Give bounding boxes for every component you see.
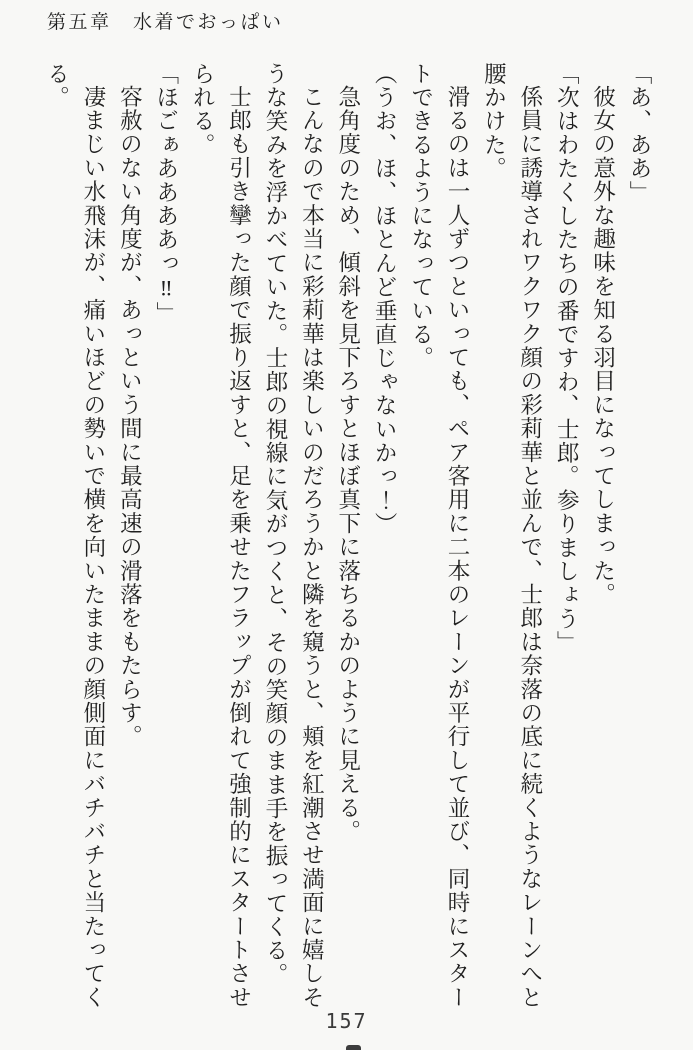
paragraph: 「次はわたくしたちの番ですわ、士郎。参りましょう」 xyxy=(554,62,580,655)
chapter-header: 第五章 水着でおっぱい xyxy=(47,12,284,33)
paragraph: 急角度のため、傾斜を見下ろすとほぼ真下に落ちるかのように見える。 xyxy=(335,84,361,843)
text-body xyxy=(35,62,657,1020)
paragraph: 彼女の意外な趣味を知る羽目になってしまった。 xyxy=(590,84,616,606)
paragraph: 士郎も引き攣った顔で振り返すと、足を乗せたフラップが倒れて強制的にスタートさせられる。 xyxy=(190,62,252,1009)
paragraph: こんなので本当に彩莉華は楽しいのだろうかと隣を窺うと、頬を紅潮させ満面に嬉しそうな笑みを浮かべていた。士郎の視線に気がつくと、その笑顔のまま手を振ってくる。 xyxy=(262,62,325,1009)
paragraph: 凄まじい水飛沫が、痛いほどの勢いで横を向いたままの顔側面にバチバチと当たってくる。 xyxy=(44,62,106,1009)
paragraph: 「あ、ああ」 xyxy=(627,62,652,205)
paragraph: （うお、ほ、ほとんど垂直じゃないかっ！） xyxy=(372,62,398,536)
paragraph: 係員に誘導されワクワク顔の彩莉華と並んで、士郎は奈落の底に続くようなレーンへと腰かけた。 xyxy=(481,62,543,1009)
paragraph: 滑るのは一人ずつといっても、ペア客用に二本のレーンが平行して並び、同時にスタートできるようになっている。 xyxy=(408,62,470,1009)
cropped-glyph-mark xyxy=(346,1045,361,1050)
page-number: 157 xyxy=(325,1009,368,1033)
paragraph: 「ほごぁああああっ‼」 xyxy=(153,62,179,326)
paragraph: 容赦のない角度が、あっという間に最高速の滑落をもたらす。 xyxy=(117,84,143,749)
